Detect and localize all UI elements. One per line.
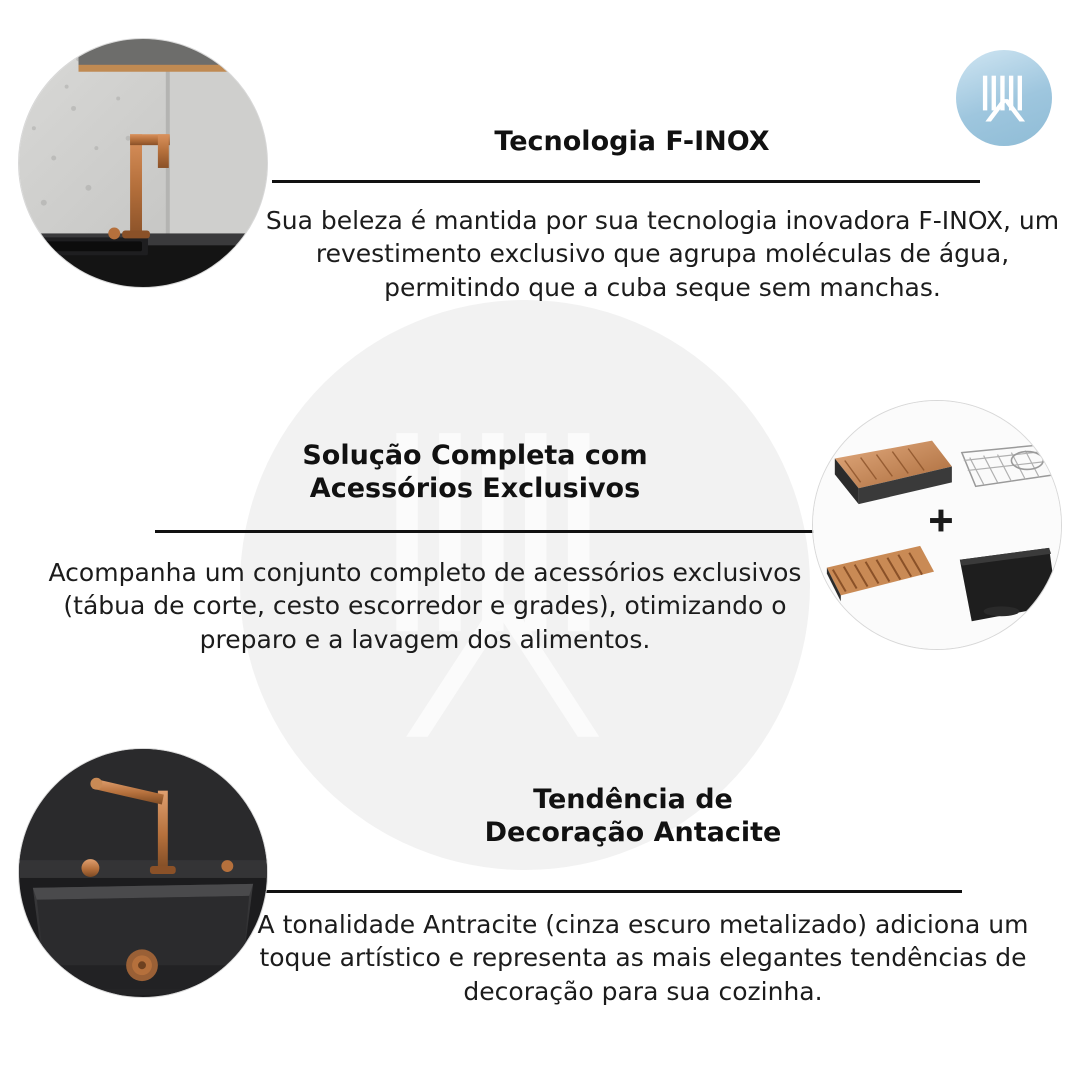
section-3-body: A tonalidade Antracite (cinza escuro metalizado) adiciona um toque artístico e representa as mais elegantes tendências de decoração para sua cozinha.: [257, 910, 1029, 1006]
accessories-set-photo: [812, 400, 1062, 650]
section-2-body: Acompanha um conjunto completo de acessórios exclusivos (tábua de corte, cesto escorredor e grades), otimizando o preparo e a lavagem dos alimentos.: [48, 558, 802, 654]
kitchen-faucet-photo: [18, 38, 268, 288]
section-1-divider: [272, 180, 980, 183]
accessories-set-photo-art: [813, 401, 1061, 649]
antracite-sink-photo: [18, 748, 268, 998]
section-3-divider: [262, 890, 962, 893]
kitchen-faucet-photo-art: [19, 39, 267, 287]
section-3-heading-line-2: Decoração Antacite: [484, 816, 782, 848]
brand-logo: [956, 50, 1052, 146]
section-3-heading: [268, 784, 998, 850]
section-1-heading: Tecnologia F-INOX: [494, 126, 770, 157]
section-2-heading-line-1: Solução Completa com: [302, 440, 648, 471]
section-3-heading-line-1: Tendência de: [533, 784, 733, 815]
section-2-divider: [155, 530, 830, 533]
section-2-heading-line-2: Acessórios Exclusivos: [309, 472, 641, 504]
section-2-heading: [95, 440, 855, 506]
letter-m-monogram-icon: [973, 67, 1035, 129]
section-1-body: Sua beleza é mantida por sua tecnologia inovadora F-INOX, um revestimento exclusivo que agrupa moléculas de água, permitindo que a cuba seque sem manchas.: [265, 206, 1060, 302]
antracite-sink-photo-art: [19, 749, 267, 997]
